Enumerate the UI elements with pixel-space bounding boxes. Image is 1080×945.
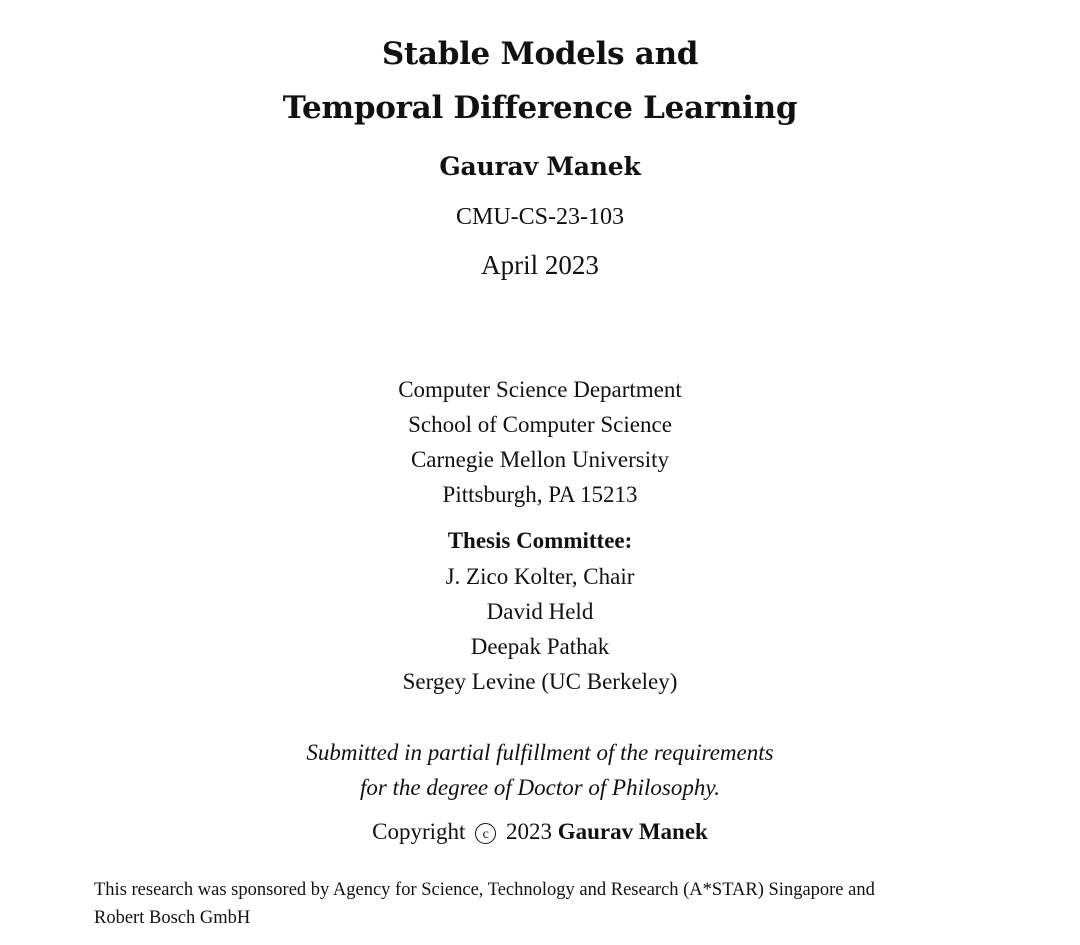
address-block [0,372,1080,512]
submission-line: Submitted in partial fulfillment of the requirements [306,740,774,765]
report-number: CMU-CS-23-103 [455,204,624,230]
committee-member: J. Zico Kolter, Chair [445,564,635,589]
copyright-holder: Gaurav Manek [557,819,708,844]
sponsor-note [94,876,994,932]
address-line: Carnegie Mellon University [410,447,670,472]
committee-member: Deepak Pathak [470,634,610,659]
copyright-year: 2023 [505,819,552,844]
submission-statement [0,735,1080,805]
author-name: Gaurav Manek [439,152,641,181]
title-line-2: Temporal Difference Learning [282,90,798,126]
copyright-prefix: Copyright [372,819,466,844]
address-line: School of Computer Science [408,412,672,437]
copyright-line [0,819,1080,845]
submission-line: for the degree of Doctor of Philosophy. [359,775,721,800]
sponsor-line: Robert Bosch GmbH [94,908,251,928]
title-line-1: Stable Models and [381,36,699,72]
committee-list [0,559,1080,699]
committee-member: Sergey Levine (UC Berkeley) [402,669,678,694]
sponsor-line: This research was sponsored by Agency for Science, Technology and Research (A*STAR) Singapore and [94,880,875,900]
publication-date: April 2023 [481,250,599,280]
address-line: Computer Science Department [398,377,682,402]
copyright-symbol-icon: c [475,823,496,844]
committee-heading: Thesis Committee: [447,528,633,553]
address-line: Pittsburgh, PA 15213 [442,482,638,507]
committee-member: David Held [486,599,594,624]
